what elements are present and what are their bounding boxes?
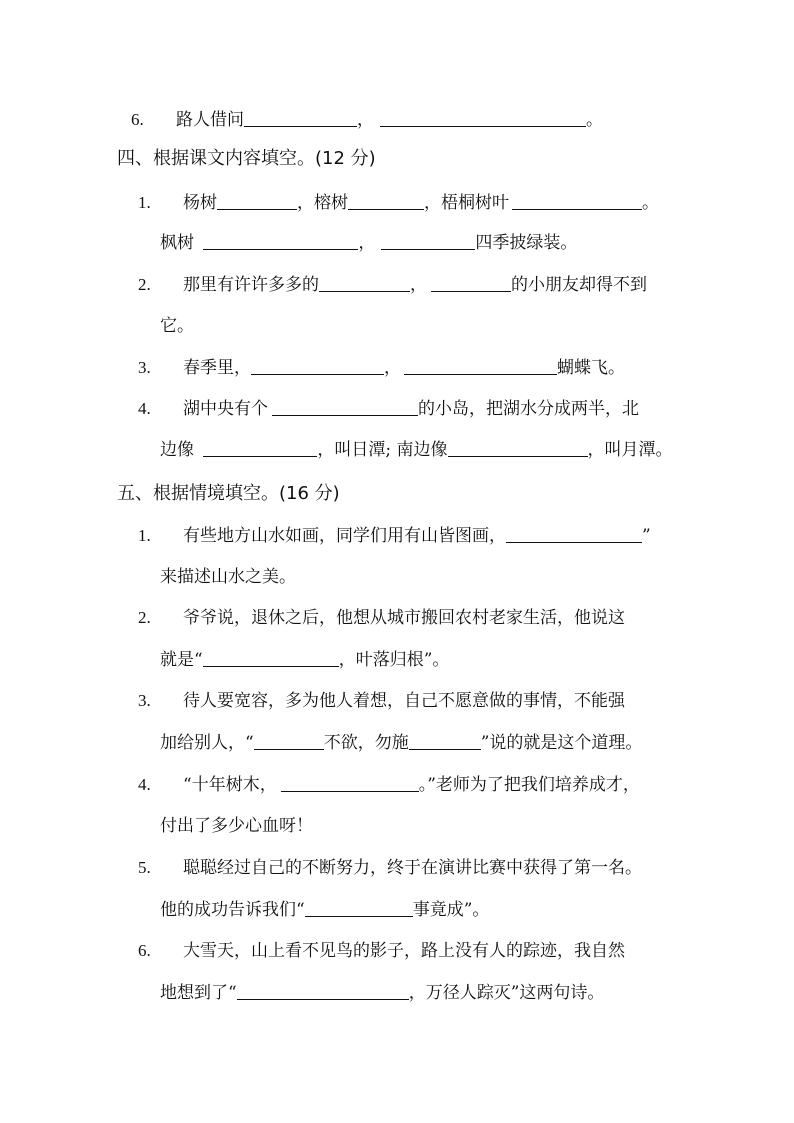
- question-text: 杨树: [183, 193, 217, 213]
- answer-blank[interactable]: [348, 191, 424, 210]
- question-line: 待人要宽容，多为他人着想，自己不愿意做的事情，不能强: [183, 691, 625, 711]
- question-text: 湖中央有个: [183, 399, 268, 419]
- item-number: 3.: [138, 691, 151, 710]
- question-line: [183, 397, 639, 421]
- answer-blank[interactable]: [512, 191, 642, 210]
- answer-blank[interactable]: [251, 356, 384, 375]
- question-text: “十年树木，: [183, 775, 277, 795]
- question-line: 爷爷说，退休之后，他想从城市搬回农村老家生活，他说这: [183, 608, 625, 628]
- question-text: 有些地方山水如画，同学们用有山皆图画，: [183, 526, 506, 546]
- item-number: 5.: [138, 858, 151, 877]
- item-number: 6.: [138, 941, 151, 960]
- question-text: 边像: [160, 440, 200, 460]
- section-title-5: 五、根据情境填空。(16 分): [117, 483, 340, 504]
- question-text: 蝴蝶飞。: [557, 358, 625, 378]
- item-number: 6.: [131, 110, 144, 129]
- answer-blank[interactable]: [506, 524, 642, 543]
- item-number: 4.: [138, 399, 151, 418]
- section-title-4: 四、根据课文内容填空。(12 分): [117, 148, 376, 169]
- question-line: 大雪天，山上看不见鸟的影子，路上没有人的踪迹，我自然: [183, 941, 625, 961]
- question-line: [183, 191, 659, 215]
- answer-blank[interactable]: [244, 108, 357, 127]
- question-line: 聪聪经过自己的不断努力，终于在演讲比赛中获得了第一名。: [183, 858, 642, 878]
- question-line: 来描述山水之美。: [160, 567, 296, 587]
- question-line: [183, 273, 647, 297]
- answer-blank[interactable]: [203, 648, 339, 667]
- answer-blank[interactable]: [237, 981, 409, 1000]
- question-text: 事竟成”。: [412, 900, 490, 920]
- answer-blank[interactable]: [281, 773, 419, 792]
- answer-blank[interactable]: [319, 273, 410, 292]
- answer-blank[interactable]: [404, 356, 557, 375]
- question-line: [183, 773, 640, 797]
- question-line: [160, 231, 577, 255]
- question-text: 。”老师为了把我们培养成才，: [418, 775, 640, 795]
- answer-blank[interactable]: [431, 273, 511, 292]
- question-text: 不欲，勿施: [323, 733, 409, 753]
- question-text: 的小岛，把湖水分成两半，北: [418, 399, 639, 419]
- question-text: ，: [357, 110, 374, 130]
- question-line: 付出了多少心血呀！: [160, 816, 313, 836]
- item-number: 2.: [138, 275, 151, 294]
- question-text: 那里有许许多多的: [183, 275, 319, 295]
- question-text: 路人借问: [176, 110, 244, 130]
- question-text: ，叶落归根”。: [338, 650, 450, 670]
- answer-blank[interactable]: [409, 731, 481, 750]
- item-number: 2.: [138, 608, 151, 627]
- item-number: 4.: [138, 775, 151, 794]
- question-text: 四季披绿装。: [475, 233, 578, 253]
- question-text: ”说的就是这个道理。: [480, 733, 643, 753]
- question-text: ，: [384, 358, 401, 378]
- question-line: [160, 898, 489, 922]
- item-number: 1.: [138, 193, 151, 212]
- question-line: [183, 356, 625, 380]
- item-number: 3.: [138, 358, 151, 377]
- question-text: 。: [586, 110, 603, 130]
- question-line: [160, 981, 604, 1005]
- question-text: 加给别人，“: [160, 733, 254, 753]
- answer-blank[interactable]: [254, 731, 324, 750]
- answer-blank[interactable]: [305, 898, 413, 917]
- question-text: ，榕树: [297, 193, 348, 213]
- question-text: ，叫日潭; 南边像: [317, 440, 448, 460]
- answer-blank[interactable]: [203, 438, 317, 457]
- answer-blank[interactable]: [272, 397, 418, 416]
- question-text: ，梧桐树叶: [424, 193, 509, 213]
- question-line: 它。: [160, 316, 194, 336]
- question-text: 枫树: [160, 233, 200, 253]
- question-text: 地想到了“: [160, 983, 237, 1003]
- answer-blank[interactable]: [380, 108, 586, 127]
- answer-blank[interactable]: [448, 438, 588, 457]
- question-text: ，: [410, 275, 427, 295]
- question-text: 春季里，: [183, 358, 251, 378]
- question-line: [160, 731, 642, 755]
- question-text: 就是“: [160, 650, 203, 670]
- answer-blank[interactable]: [203, 231, 358, 250]
- answer-blank[interactable]: [381, 231, 475, 250]
- question-line: [160, 648, 449, 672]
- question-line: [176, 108, 603, 132]
- question-text: ，叫月潭。: [587, 440, 673, 460]
- question-line: [160, 438, 673, 462]
- question-text: 的小朋友却得不到: [511, 275, 647, 295]
- question-text: 他的成功告诉我们“: [160, 900, 305, 920]
- question-text: ，: [358, 233, 376, 253]
- question-text: ，万径人踪灭”这两句诗。: [408, 983, 605, 1003]
- question-text: ”: [642, 526, 651, 546]
- question-line: [183, 524, 651, 548]
- answer-blank[interactable]: [217, 191, 297, 210]
- item-number: 1.: [138, 526, 151, 545]
- question-text: 。: [642, 193, 659, 213]
